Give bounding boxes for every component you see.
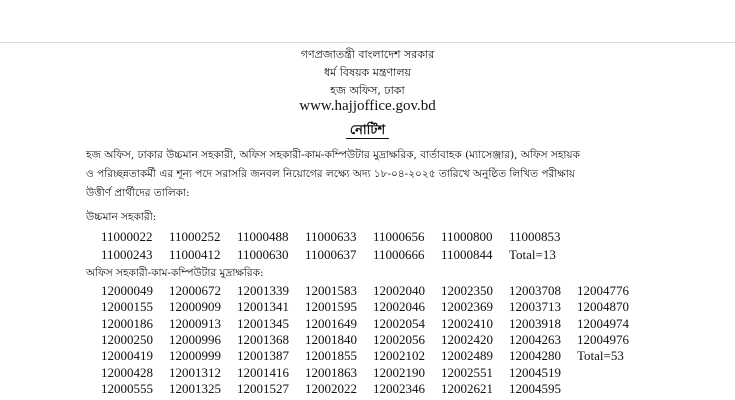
roll-number: 11000633: [305, 229, 357, 244]
roll-number: 12001840: [305, 331, 357, 347]
roll-number: 12000419: [101, 348, 153, 364]
website-url: www.hajjoffice.gov.bd: [299, 98, 436, 114]
roll-number: 12001325: [169, 380, 221, 396]
page-top-edge: [0, 42, 735, 43]
roll-number: 11000243: [101, 247, 153, 262]
roll-number: 12002056: [373, 331, 425, 347]
roll-number: 11000637: [305, 247, 357, 262]
roll-number: 11000656: [373, 229, 425, 244]
intro-line-3: উত্তীর্ণ প্রার্থীদের তালিকা:: [86, 187, 190, 199]
section-title-office-assistant: অফিস সহকারী-কাম-কম্পিউটার মুদ্রাক্ষরিক:: [86, 267, 264, 279]
roll-number: 12000996: [169, 331, 221, 347]
roll-number: 12000913: [169, 315, 221, 331]
roll-number: 11000800: [441, 229, 493, 244]
total-count: Total=53: [577, 348, 624, 364]
roll-number: 11000488: [237, 229, 289, 244]
intro-line-1: হজ অফিস, ঢাকার উচ্চমান সহকারী, অফিস সহকারী-কাম-কম্পিউটার মুদ্রাক্ষরিক, বার্তাবাহক (ম্যাসেঞ্জার), অফিস সহায়ক: [86, 149, 580, 161]
roll-number: 12001341: [237, 299, 289, 315]
government-heading: গণপ্রজাতন্ত্রী বাংলাদেশ সরকার: [300, 48, 435, 61]
notice-title-text: নোটিশ: [346, 123, 389, 139]
roll-number: 12000049: [101, 283, 153, 298]
roll-number: 12000186: [101, 315, 153, 331]
roll-number: 12004519: [509, 364, 561, 380]
roll-number: 12002040: [373, 283, 425, 298]
roll-number: 12002190: [373, 364, 425, 380]
roll-number: 12002346: [373, 380, 425, 396]
roll-number: 12004595: [509, 380, 561, 396]
roll-number: 12004280: [509, 348, 561, 364]
roll-number: 12003708: [509, 283, 561, 298]
roll-number: 12002410: [441, 315, 493, 331]
roll-number: 12002350: [441, 283, 493, 298]
roll-number: 12001312: [169, 364, 221, 380]
section-title-higher-assistant: উচ্চমান সহকারী:: [86, 211, 157, 223]
roll-number: 12004263: [509, 331, 561, 347]
roll-number: 12003918: [509, 315, 561, 331]
roll-number: 12004870: [577, 299, 629, 315]
roll-number: 12004776: [577, 283, 629, 298]
office-heading: হজ অফিস, ঢাকা: [330, 84, 405, 97]
roll-number: 12002046: [373, 299, 425, 315]
roll-number: 11000022: [101, 229, 153, 244]
roll-number: 11000853: [509, 229, 561, 244]
roll-number: 12004976: [577, 331, 629, 347]
roll-grid-office-assistant: [101, 283, 721, 399]
roll-number: 11000630: [237, 247, 289, 262]
roll-number: 12001345: [237, 315, 289, 331]
roll-number: 11000252: [169, 229, 221, 244]
roll-number: 12004974: [577, 315, 629, 331]
roll-number: 12000555: [101, 380, 153, 396]
roll-number: 11000666: [373, 247, 425, 262]
notice-title: [0, 121, 735, 142]
roll-number: 12001416: [237, 364, 289, 380]
roll-number: 11000412: [169, 247, 221, 262]
roll-number: 12000999: [169, 348, 221, 364]
roll-number: 12001387: [237, 348, 289, 364]
roll-number: 12000250: [101, 331, 153, 347]
roll-number: 12000909: [169, 299, 221, 315]
roll-number: 12000672: [169, 283, 221, 298]
roll-number: 11000844: [441, 247, 493, 262]
roll-number: 12001527: [237, 380, 289, 396]
roll-number: 12001339: [237, 283, 289, 298]
roll-number: 12001595: [305, 299, 357, 315]
roll-number: 12001649: [305, 315, 357, 331]
roll-number: 12001863: [305, 364, 357, 380]
roll-number: 12003713: [509, 299, 561, 315]
roll-number: 12002551: [441, 364, 493, 380]
roll-number: 12002022: [305, 380, 357, 396]
roll-number: 12002420: [441, 331, 493, 347]
roll-number: 12002621: [441, 380, 493, 396]
roll-number: 12000428: [101, 364, 153, 380]
total-count: Total=13: [509, 247, 556, 262]
roll-number: 12001368: [237, 331, 289, 347]
roll-number: 12001583: [305, 283, 357, 298]
roll-number: 12002054: [373, 315, 425, 331]
roll-number: 12002369: [441, 299, 493, 315]
roll-number: 12002489: [441, 348, 493, 364]
roll-number: 12000155: [101, 299, 153, 315]
roll-grid-higher-assistant: [101, 229, 721, 265]
roll-number: 12001855: [305, 348, 357, 364]
intro-line-2: ও পরিচ্ছন্নতাকর্মী এর শূন্য পদে সরাসরি জনবল নিয়োগের লক্ষ্যে অদ্য ১৮-০৪-২০২৫ তারিখে অনুষ্ঠিত লিখিত পরীক্ষায়: [86, 168, 576, 180]
ministry-heading: ধর্ম বিষয়ক মন্ত্রণালয়: [323, 66, 412, 79]
roll-number: 12002102: [373, 348, 425, 364]
